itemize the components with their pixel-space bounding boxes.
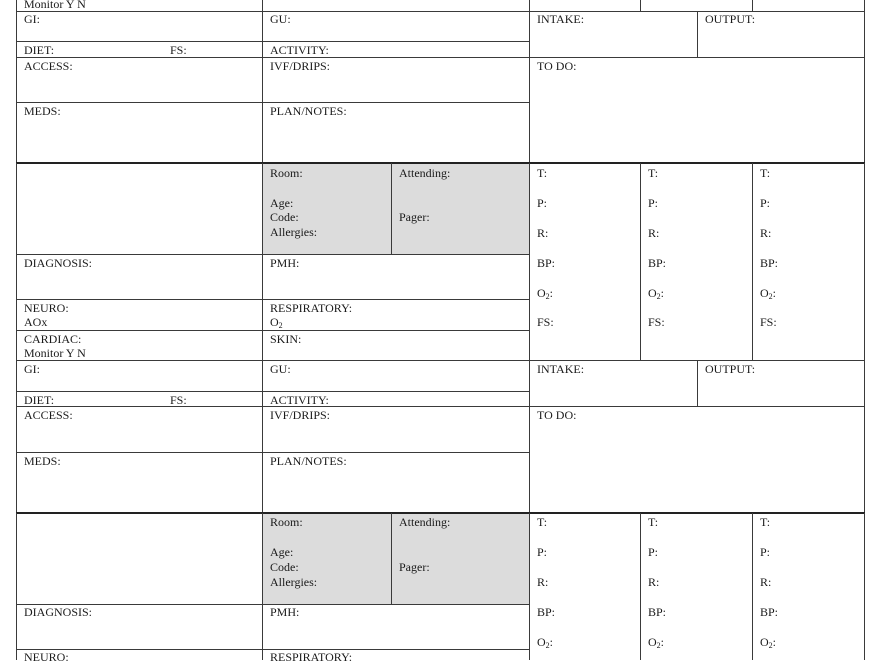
ivf-drips-label: IVF/DRIPS:: [270, 59, 331, 73]
room-label: Room:: [270, 166, 303, 180]
pulse-label: P:: [760, 545, 771, 559]
divider: [529, 513, 530, 660]
code-label: Code:: [270, 210, 299, 224]
respiratory-label: RESPIRATORY:: [270, 301, 353, 315]
gu-label: GU:: [270, 12, 291, 26]
divider: [262, 163, 263, 513]
divider: [529, 163, 530, 513]
respiratory-label: RESPIRATORY:: [270, 650, 353, 664]
divider: [640, 513, 641, 660]
activity-label: ACTIVITY:: [270, 43, 329, 57]
resp-o2-label: $O_2$: [270, 315, 283, 330]
divider: [529, 0, 530, 163]
o2-label: $O_2$:: [760, 286, 777, 301]
divider: [16, 163, 17, 513]
divider: [16, 406, 865, 407]
divider: [16, 102, 530, 103]
activity-label: ACTIVITY:: [270, 393, 329, 407]
output-label: OUTPUT:: [705, 12, 756, 26]
room-label: Room:: [270, 515, 303, 529]
pulse-label: P:: [537, 196, 548, 210]
resp-rate-label: R:: [648, 226, 660, 240]
gi-label: GI:: [24, 12, 40, 26]
divider: [752, 163, 753, 360]
fs-label: FS:: [170, 43, 187, 57]
intake-label: INTAKE:: [537, 362, 585, 376]
divider: [391, 513, 392, 604]
divider: [697, 360, 698, 406]
temp-label: T:: [760, 166, 771, 180]
resp-rate-label: R:: [537, 575, 549, 589]
o2-label: $O_2$:: [648, 635, 665, 650]
pager-label: Pager:: [399, 210, 430, 224]
cardiac-label: CARDIAC:: [24, 332, 82, 346]
cardiac-monitor-label: Monitor Y N: [24, 0, 86, 11]
diagnosis-label: DIAGNOSIS:: [24, 256, 93, 270]
aox-label: AOx: [24, 315, 48, 329]
temp-label: T:: [760, 515, 771, 529]
divider: [16, 57, 865, 58]
divider: [16, 391, 530, 392]
divider: [864, 163, 865, 513]
resp-rate-label: R:: [760, 575, 772, 589]
divider: [262, 0, 263, 163]
divider: [16, 0, 17, 163]
todo-label: TO DO:: [537, 59, 577, 73]
divider: [16, 299, 530, 300]
bp-label: BP:: [760, 605, 779, 619]
resp-rate-label: R:: [760, 226, 772, 240]
diet-label: DIET:: [24, 393, 55, 407]
todo-label: TO DO:: [537, 408, 577, 422]
gu-label: GU:: [270, 362, 291, 376]
bp-label: BP:: [648, 605, 667, 619]
access-label: ACCESS:: [24, 59, 73, 73]
plan-notes-label: PLAN/NOTES:: [270, 104, 347, 118]
divider: [752, 0, 753, 11]
divider: [640, 163, 641, 360]
divider: [16, 41, 530, 42]
diagnosis-label: DIAGNOSIS:: [24, 605, 93, 619]
age-label: Age:: [270, 196, 294, 210]
pulse-label: P:: [648, 196, 659, 210]
resp-rate-label: R:: [648, 575, 660, 589]
divider: [262, 513, 263, 660]
bp-label: BP:: [537, 256, 556, 270]
divider: [16, 513, 17, 660]
output-label: OUTPUT:: [705, 362, 756, 376]
code-label: Code:: [270, 560, 299, 574]
gi-label: GI:: [24, 362, 40, 376]
bp-label: BP:: [648, 256, 667, 270]
divider: [391, 163, 392, 254]
patient-info-shaded-box: [263, 514, 529, 604]
divider: [864, 513, 865, 660]
skin-label: SKIN:: [270, 332, 302, 346]
divider: [864, 0, 865, 163]
o2-label: $O_2$:: [760, 635, 777, 650]
pulse-label: P:: [760, 196, 771, 210]
o2-label: $O_2$:: [648, 286, 665, 301]
temp-label: T:: [537, 166, 548, 180]
pmh-label: PMH:: [270, 605, 300, 619]
patient-info-shaded-box: [263, 164, 529, 254]
divider: [16, 452, 530, 453]
resp-rate-label: R:: [537, 226, 549, 240]
vitals-fs-label: FS:: [760, 315, 777, 329]
age-label: Age:: [270, 545, 294, 559]
pmh-label: PMH:: [270, 256, 300, 270]
allergies-label: Allergies:: [270, 575, 318, 589]
divider: [640, 0, 641, 11]
bp-label: BP:: [537, 605, 556, 619]
cardiac-monitor-label: Monitor Y N: [24, 346, 86, 360]
allergies-label: Allergies:: [270, 225, 318, 239]
attending-label: Attending:: [399, 166, 451, 180]
pulse-label: P:: [648, 545, 659, 559]
fs-label: FS:: [170, 393, 187, 407]
divider: [697, 11, 698, 57]
vitals-fs-label: FS:: [537, 315, 554, 329]
ivf-drips-label: IVF/DRIPS:: [270, 408, 331, 422]
intake-label: INTAKE:: [537, 12, 585, 26]
diet-label: DIET:: [24, 43, 55, 57]
pulse-label: P:: [537, 545, 548, 559]
plan-notes-label: PLAN/NOTES:: [270, 454, 347, 468]
temp-label: T:: [648, 515, 659, 529]
neuro-label: NEURO:: [24, 301, 69, 315]
access-label: ACCESS:: [24, 408, 73, 422]
temp-label: T:: [648, 166, 659, 180]
attending-label: Attending:: [399, 515, 451, 529]
pager-label: Pager:: [399, 560, 430, 574]
meds-label: MEDS:: [24, 454, 61, 468]
bp-label: BP:: [760, 256, 779, 270]
divider: [16, 360, 865, 361]
o2-label: $O_2$:: [537, 286, 554, 301]
divider: [752, 513, 753, 660]
o2-label: $O_2$:: [537, 635, 554, 650]
divider: [16, 254, 530, 255]
meds-label: MEDS:: [24, 104, 61, 118]
temp-label: T:: [537, 515, 548, 529]
neuro-label: NEURO:: [24, 650, 69, 664]
vitals-fs-label: FS:: [648, 315, 665, 329]
